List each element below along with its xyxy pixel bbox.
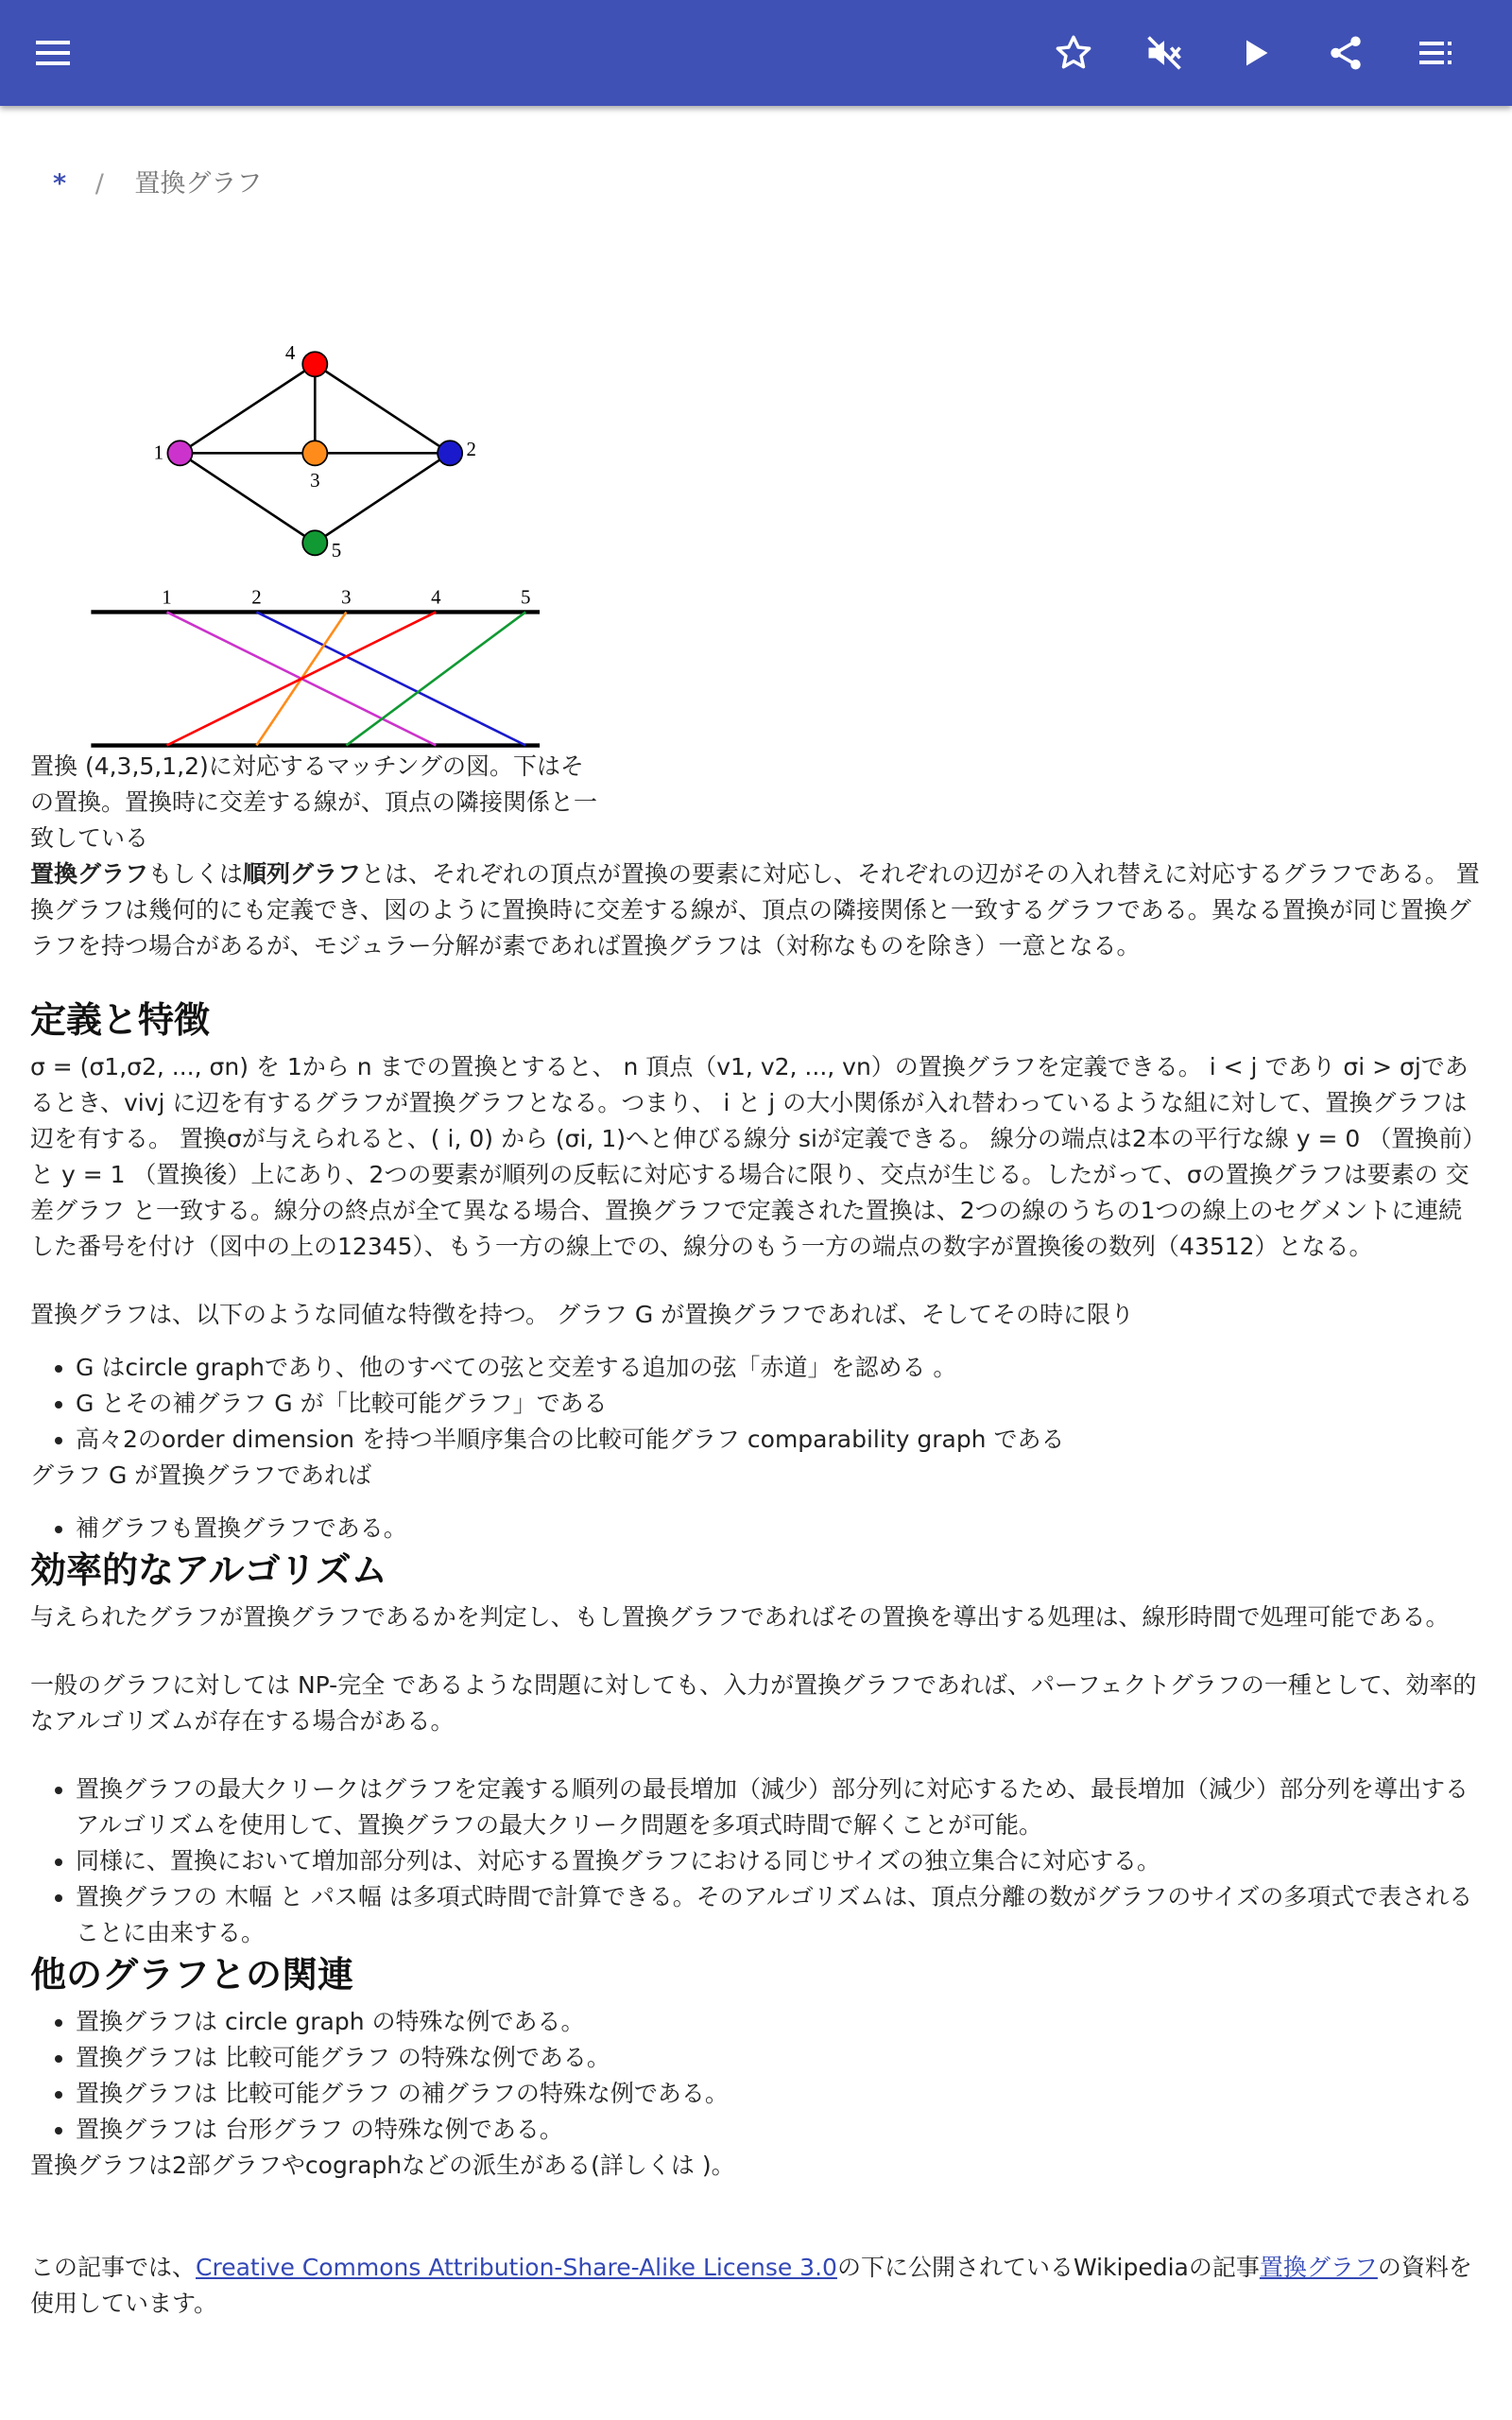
source-article-link[interactable]: 置換グラフ xyxy=(1259,2254,1378,2281)
list-item: • 置換グラフは circle graph の特殊な例である。 xyxy=(76,2004,1486,2040)
figure-caption: 置換 (4,3,5,1,2)に対応するマッチングの図。下はその置換。置換時に交差する線が、頂点の隣接関係と一致している xyxy=(30,752,598,852)
list-item: • G とその補グラフ G が「比較可能グラフ」である xyxy=(76,1386,1486,1422)
volume-off-icon[interactable] xyxy=(1136,25,1193,81)
permutation-figure xyxy=(30,238,616,759)
top-rail-label: 4 xyxy=(431,585,441,609)
node-label-1: 1 xyxy=(153,441,164,464)
graph-node-3 xyxy=(302,441,327,465)
figure-svg xyxy=(30,238,616,749)
relations-list xyxy=(30,2004,1486,2148)
play-icon[interactable] xyxy=(1227,25,1283,81)
equivalent-characterization-intro: 置換グラフは、以下のような同値な特徴を持つ。 グラフ G が置換グラフであれば、そしてその時に限り xyxy=(30,1301,1134,1328)
node-label-5: 5 xyxy=(331,539,342,562)
app-bar xyxy=(0,0,1512,106)
graph-node-5 xyxy=(302,530,327,555)
algorithms-paragraph-2: 一般のグラフに対しては NP-完全 であるような問題に対しても、入力が置換グラフであれば、パーフェクトグラフの一種として、効率的なアルゴリズムが存在する場合がある。 xyxy=(30,1671,1477,1735)
relations-paragraph: 置換グラフは2部グラフやcographなどの派生がある(詳しくは )。 xyxy=(30,2152,735,2179)
top-rail-label: 2 xyxy=(251,585,262,609)
list-item: • 置換グラフの 木幅 と パス幅 は多項式時間で計算できる。そのアルゴリズムは、頂点分離の数がグラフのサイズの多項式で表されることに由来する。 xyxy=(76,1879,1486,1951)
list-item: • 置換グラフの最大クリークはグラフを定義する順列の最長増加（減少）部分列に対応するため、最長増加（減少）部分列を導出するアルゴリズムを使用して、置換グラフの最大クリーク問題を多項式時間で解くことが可能。 xyxy=(76,1772,1486,1843)
star-icon[interactable] xyxy=(1045,25,1102,81)
node-label-4: 4 xyxy=(284,341,296,365)
graph-node-4 xyxy=(302,352,327,376)
section-algorithms-title: 効率的なアルゴリズム xyxy=(30,1549,387,1591)
node-label-2: 2 xyxy=(466,437,477,460)
characterization-list xyxy=(30,1350,1486,1458)
top-rail-label: 3 xyxy=(341,585,352,609)
graph-node-2 xyxy=(438,441,462,465)
share-icon[interactable] xyxy=(1317,25,1374,81)
intro-paragraph: 置換グラフもしくは順列グラフとは、それぞれの頂点が置換の要素に対応し、それぞれの辺がその入れ替えに対応するグラフである。 置換グラフは幾何的にも定義でき、図のように置換時に交差する線が、頂点の隣接関係と一致するグラフである。異なる置換が同じ置換グラフを持つ場合があるが、モジュラー分解が素であれば置換グラフは（対称なものを除き）一意となる。 xyxy=(30,860,1480,959)
matching-line-2 xyxy=(256,612,525,745)
license-footer: この記事では、Creative Commons Attribution-Share-Alike License 3.0の下に公開されているWikipediaの記事置換グラフの資料を使用しています。 xyxy=(30,2254,1472,2317)
list-item: • 置換グラフは 比較可能グラフ の補グラフの特殊な例である。 xyxy=(76,2076,1486,2112)
section-definition-title: 定義と特徴 xyxy=(30,999,211,1041)
breadcrumb xyxy=(53,166,262,202)
list-item: • 補グラフも置換グラフである。 xyxy=(76,1511,1486,1547)
top-rail-label: 1 xyxy=(162,585,172,609)
algorithms-list xyxy=(30,1772,1486,1951)
complement-list xyxy=(30,1511,1486,1547)
breadcrumb-current: 置換グラフ xyxy=(134,169,263,199)
node-label-3: 3 xyxy=(310,469,320,493)
list-item: • 置換グラフは 台形グラフ の特殊な例である。 xyxy=(76,2112,1486,2148)
graph-node-1 xyxy=(167,441,192,465)
algorithms-paragraph-1: 与えられたグラフが置換グラフであるかを判定し、もし置換グラフであればその置換を導出する処理は、線形時間で処理可能である。 xyxy=(30,1603,1450,1631)
section-relations-title: 他のグラフとの関連 xyxy=(30,1954,354,1996)
complement-intro: グラフ G が置換グラフであれば xyxy=(30,1461,372,1489)
list-item: • 高々2のorder dimension を持つ半順序集合の比較可能グラフ comparability graph である xyxy=(76,1422,1486,1458)
breadcrumb-home[interactable]: * xyxy=(53,169,67,199)
list-item: • 置換グラフは 比較可能グラフ の特殊な例である。 xyxy=(76,2040,1486,2076)
list-item: • G はcircle graphであり、他のすべての弦と交差する追加の弦「赤道」を認める 。 xyxy=(76,1350,1486,1386)
definition-paragraph: σ = (σ1,σ2, ..., σn) を 1から n までの置換とすると、 n 頂点（v1, v2, ..., vn）の置換グラフを定義できる。 i < j であり σi > σjであるとき、vivj に辺を有するグラフが置換グラフとなる。つまり、 i と j の大小関係が入れ替わっているような組に対して、置換グラフは辺を有する。 置換σが与えられると、( i, 0) から (σi, 1)へと伸びる線分 siが定義できる。 線分の端点は2本の平行な線 y = 0 （置換前）と y = 1 （置換後）上にあり、2つの要素が順列の反転に対応する場合に限り、交点が生じる。したがって、σの置換グラフは要素の 交差グラフ と一致する。線分の終点が全て異なる場合、置換グラフで定義された置換は、2つの線のうちの1つの線上のセグメントに連続した番号を付け（図中の上の12345）、もう一方の線上での、線分のもう一方の端点の数字が置換後の数列（43512）となる。 xyxy=(30,1053,1474,1260)
breadcrumb-separator: / xyxy=(94,169,104,199)
license-link[interactable]: Creative Commons Attribution-Share-Alike License 3.0 xyxy=(196,2254,837,2281)
top-rail-label: 5 xyxy=(521,585,531,609)
toc-icon[interactable] xyxy=(1408,25,1465,81)
menu-icon[interactable] xyxy=(25,25,81,81)
matching-line-5 xyxy=(346,612,525,745)
list-item: • 同様に、置換において増加部分列は、対応する置換グラフにおける同じサイズの独立集合に対応する。 xyxy=(76,1843,1486,1879)
